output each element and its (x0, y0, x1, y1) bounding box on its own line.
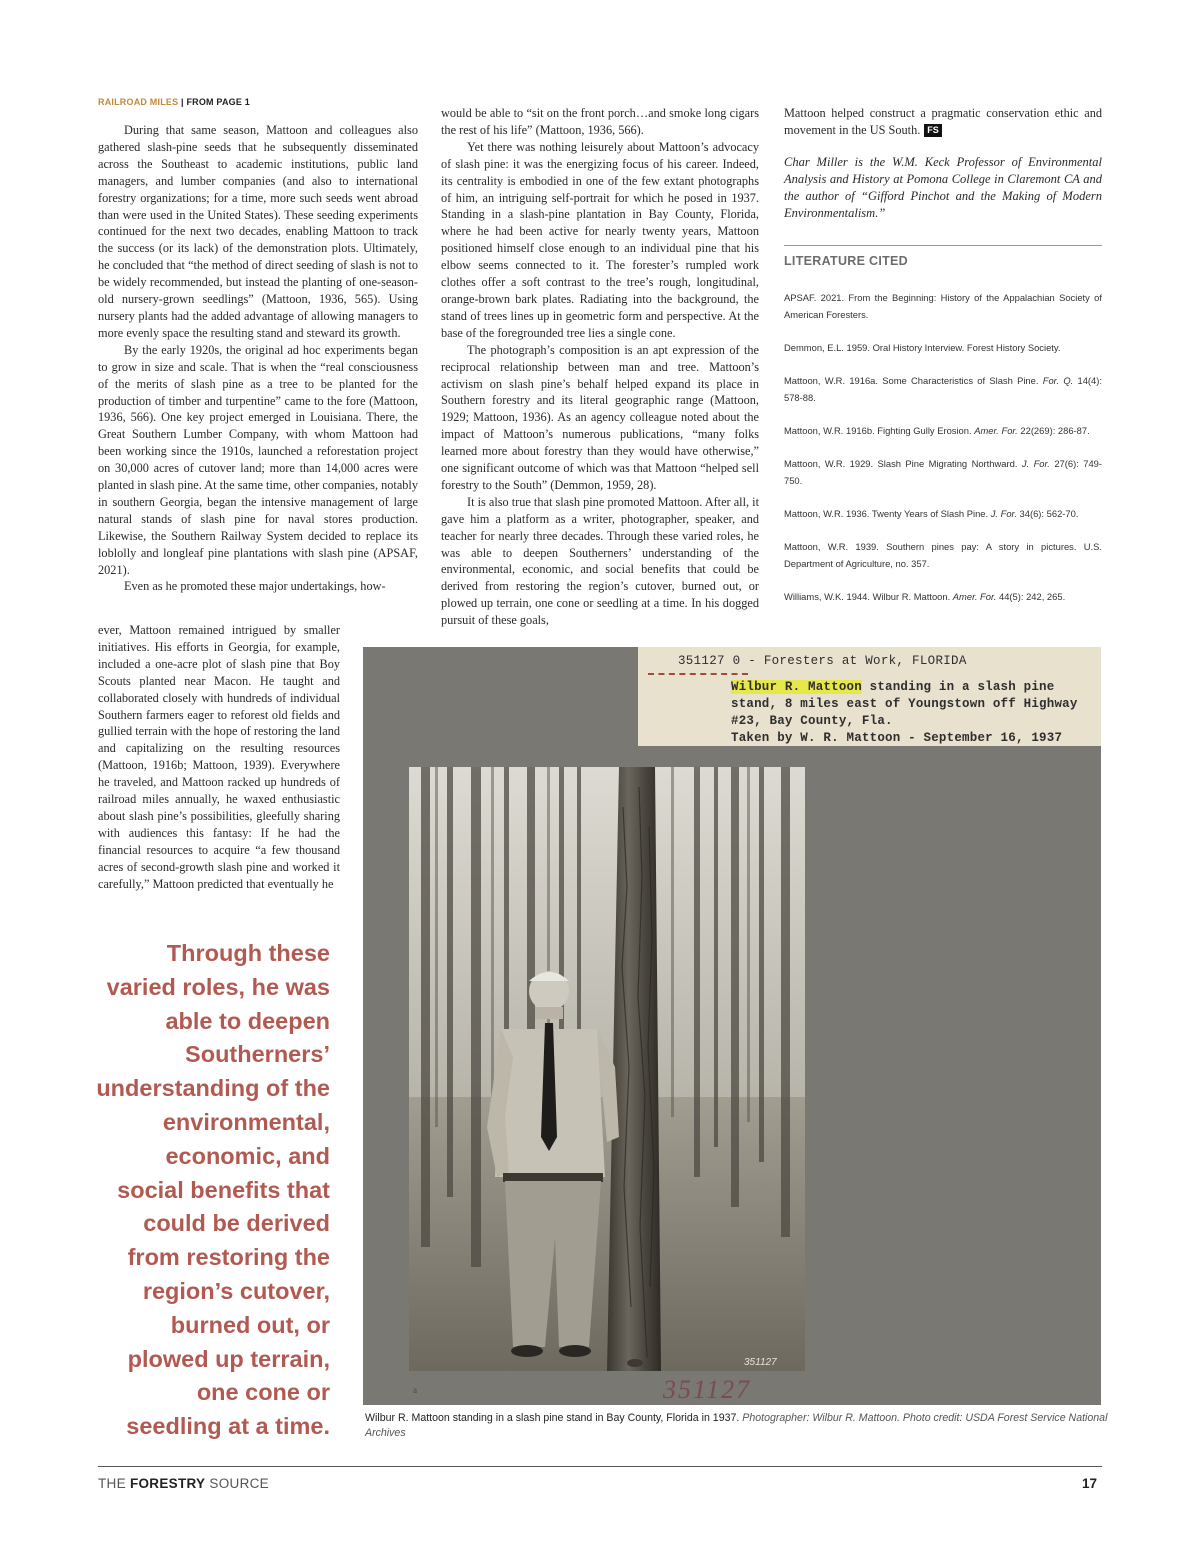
paragraph: Even as he promoted these major undertakings, how- (124, 579, 386, 594)
kicker-separator: | (178, 97, 187, 107)
journal-name: Amer. For. (952, 591, 997, 602)
photo-caption (365, 1411, 1110, 1441)
card-line: Taken by W. R. Mattoon - September 16, 1937 (731, 731, 1063, 745)
article-column-1 (98, 122, 418, 595)
paragraph: During that same season, Mattoon and colleagues also gathered slash-pine seeds that he subsequently disseminated across the Southeast to academic institutions, public land managers, and lumber companies (and also to international forestry organizations; for a time, more such seeds went abroad than were used in the United States). These seeding experiments continued for the next two decades, enabling Mattoon to track the success (or its lack) of the demonstration plots. Ultimately, he concluded that “the method of direct seeding of slash is not to be widely recommended, but instead the planting of one-season-old nursery-grown seedlings” (Mattoon, 1936, 565). Using nursery plants had the added advantage of allowing managers to more evenly space the resulting stand and steward its growth. (98, 123, 418, 340)
paragraph: ever, Mattoon remained intrigued by smaller initiatives. His efforts in Georgia, for example, included a one-acre plot of slash pine that Boy Scouts planted near Macon. He taught and collaborated closely with hundreds of individual Southern farmers eager to reforest old fields and gullied terrain with the hope of restoring the land and capitalizing on the resulting resources (Mattoon, 1916b; Mattoon, 1939). Everywhere he traveled, and Mattoon racked up hundreds of railroad miles annually, he waxed enthusiastic about slash pine’s possibilities, gleefully sharing with audiences this fantasy: If he had the financial resources to acquire “a few thousand acres of second-growth slash pine and worked it carefully,” Mattoon predicted that eventually he (98, 623, 340, 891)
paragraph: Yet there was nothing leisurely about Mattoon’s advocacy of slash pine: it was the energizing focus of his career. Indeed, its centrality is embodied in one of the few extant photographs of him, an intriguing self-portrait for which he posed in 1937. Standing in a slash-pine plantation in Bay County, Florida, where he had been active for nearly twenty years, Mattoon positioned himself close enough to an individual pine that his elbow seems connected to it. The forester’s rumpled work clothes offer a soft contrast to the tree’s rough, longitudinal, orange-brown bark plates. Radiating into the background, the stand of trees lines up in geometric form and perspective. At the base of the foregrounded tree lies a single cone. (441, 139, 759, 340)
print-number: 351127 (744, 1357, 777, 1368)
paragraph: It is also true that slash pine promoted Mattoon. After all, it gave him a platform as a writer, photographer, speaker, and teacher for nearly three decades. Through these varied roles, he was able to deepen Southerners’ understanding of the environmental, economic, and social benefits that could be derived from restoring the region’s cutover, burned out, or plowed up terrain, one cone or seedling at a time. In his dogged pursuit of these goals, (441, 494, 759, 628)
paragraph: The photograph’s composition is an apt expression of the reciprocal relationship between man and tree. Mattoon’s activism on slash pine’s behalf helped expand its place in Southern forestry and its literal geographic range (Mattoon, 1929; Mattoon, 1936). As an agency colleague noted about the impact of Mattoon’s numerous publications, “many folks learned more about forestry than they would have otherwise,” one significant outcome of which was that Mattoon “helped sell forestry to the South” (Demmon, 1959, 28). (441, 342, 759, 492)
article-column-3 (784, 105, 1102, 139)
author-bio: Char Miller is the W.M. Keck Professor of Environmental Analysis and History at Pomona College in Claremont CA and the author of “Gifford Pinchot and the Making of Modern Environmentalism.” (784, 155, 1102, 220)
reference-entry: Mattoon, W.R. 1936. Twenty Years of Slash Pine. J. For. 34(6): 562-70. (784, 508, 1079, 519)
closing-paragraph (784, 105, 1102, 139)
card-header-line: 351127 0 - Foresters at Work, FLORIDA (678, 654, 967, 668)
divider (784, 245, 1102, 246)
end-mark-badge: FS (924, 124, 942, 137)
card-line: Wilbur R. Mattoon standing in a slash pine (731, 680, 1055, 694)
publication-name: THE FORESTRY SOURCE (98, 1476, 269, 1491)
reference-entry: Mattoon, W.R. 1939. Southern pines pay: A story in pictures. U.S. Department of Agriculture, no. 357. (784, 541, 1102, 569)
section-kicker (98, 97, 250, 107)
reference-list (784, 289, 1102, 621)
footer-divider (98, 1466, 1102, 1467)
article-column-2 (441, 105, 759, 629)
pull-quote: Through these varied roles, he was able to deepen Southerners’ understanding of the environmental, economic, and social benefits that could be derived from restoring the region’s cutover, burned out, or plowed up terrain, one cone or seedling at a time. (96, 940, 330, 1440)
reference-entry: Mattoon, W.R. 1916a. Some Characteristics of Slash Pine. For. Q. 14(4): 578-88. (784, 375, 1102, 403)
archive-label-card (638, 647, 1101, 746)
card-line: #23, Bay County, Fla. (731, 714, 893, 728)
caption-credit: Photographer: Wilbur R. Mattoon. Photo credit: USDA Forest Service National Archives (365, 1412, 1108, 1439)
card-line: stand, 8 miles east of Youngstown off Highway (731, 697, 1078, 711)
forest-portrait-image (409, 767, 805, 1371)
mattoon-photograph (409, 767, 805, 1371)
reference-entry: APSAF. 2021. From the Beginning: History of the Appalachian Society of American Foresters. (784, 292, 1102, 320)
section-name: RAILROAD MILES (98, 97, 179, 107)
reference-entry: Mattoon, W.R. 1929. Slash Pine Migrating Northward. J. For. 27(6): 749-750. (784, 458, 1103, 486)
caption-text: Wilbur R. Mattoon standing in a slash pine stand in Bay County, Florida in 1937. (365, 1412, 740, 1424)
reference-entry: Demmon, E.L. 1959. Oral History Interview. Forest History Society. (784, 342, 1061, 353)
highlighted-name: Wilbur R. Mattoon (731, 680, 862, 694)
handwritten-number: 351127 (663, 1375, 752, 1404)
journal-name: For. Q. (1042, 375, 1074, 386)
literature-heading: LITERATURE CITED (784, 254, 909, 268)
card-dash-rule (648, 673, 748, 675)
continued-from: FROM PAGE 1 (186, 97, 250, 107)
reference-entry: Williams, W.K. 1944. Wilbur R. Mattoon. Amer. For. 44(5): 242, 265. (784, 591, 1066, 602)
corner-mark: a (413, 1385, 417, 1395)
paragraph: would be able to “sit on the front porch…and smoke long cigars the rest of his life” (Mattoon, 1936, 566). (441, 106, 759, 137)
paragraph: By the early 1920s, the original ad hoc experiments began to grow in size and scale. That is when the “real consciousness of the merits of slash pine as a tree to be planted for the production of timber and turpentine” came to the fore (Mattoon, 1936, 566). One key project emerged in Louisiana. There, the Great Southern Lumber Company, with whom Mattoon had been working since the 1910s, launched a reforestation project on 30,000 acres of cutover land; more than 14,000 acres were planted in slash pine. At the same time, other companies, notably in southern Georgia, began the intensive management of large natural stands of slash pine for naval stores production. Likewise, the Southern Railway System decided to replace its loblolly and longleaf pine plantations with slash pine (APSAF, 2021). (98, 342, 418, 577)
archival-photo-board (363, 647, 1101, 1405)
article-column-1-continued (98, 622, 340, 893)
page-number: 17 (1082, 1476, 1098, 1491)
closing-text: Mattoon helped construct a pragmatic conservation ethic and movement in the US South. (784, 106, 1102, 137)
journal-name: J. For. (1021, 458, 1050, 469)
journal-name: J. For. (990, 508, 1017, 519)
journal-name: Amer. For. (974, 425, 1018, 436)
reference-entry: Mattoon, W.R. 1916b. Fighting Gully Erosion. Amer. For. 22(269): 286-87. (784, 425, 1090, 436)
